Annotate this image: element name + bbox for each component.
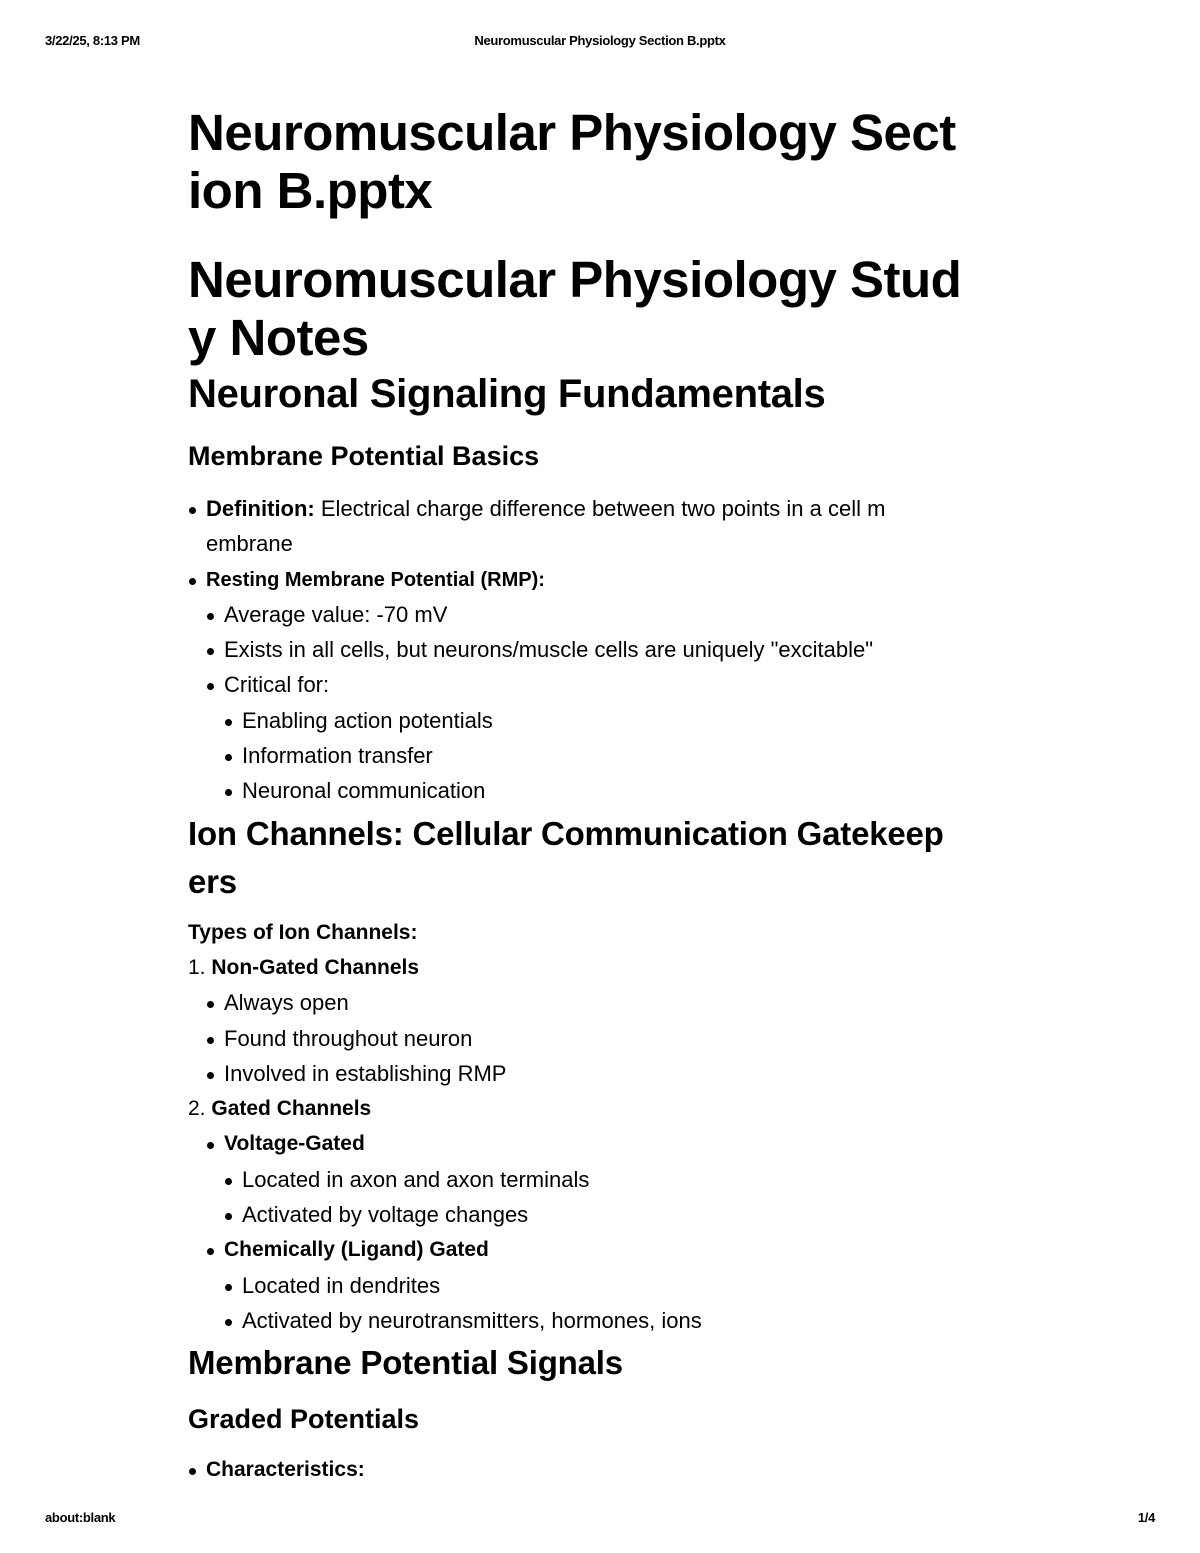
print-header-title: Neuromuscular Physiology Section B.pptx — [474, 33, 726, 48]
definition-text-continued: embrane — [206, 531, 293, 556]
print-header-datetime: 3/22/25, 8:13 PM — [45, 33, 140, 48]
document-title-line2: ion B.pptx — [188, 162, 433, 219]
types-of-ion-channels-label: Types of Ion Channels: — [188, 921, 418, 944]
notes-title-line2: y Notes — [188, 309, 369, 366]
section-heading-membrane-potential-signals: Membrane Potential Signals — [188, 1344, 623, 1381]
list-item-rmp-average: Average value: -70 mV — [224, 600, 447, 630]
document-title-line1: Neuromuscular Physiology Sect — [188, 104, 956, 161]
list-item-chemical-location: Located in dendrites — [242, 1271, 440, 1301]
print-footer-page-number: 1/4 — [1137, 1510, 1155, 1525]
list-item-definition — [206, 494, 885, 524]
list-item-rmp-excitable: Exists in all cells, but neurons/muscle cells are uniquely "excitable" — [224, 635, 873, 665]
list-item-rmp: Resting Membrane Potential (RMP): — [206, 565, 545, 595]
list-item-chemical-activation: Activated by neurotransmitters, hormones, ions — [242, 1306, 702, 1336]
list-item-voltage-activation: Activated by voltage changes — [242, 1200, 528, 1230]
list-item-critical-information-transfer: Information transfer — [242, 741, 433, 771]
list-item-rmp-critical: Critical for: — [224, 670, 329, 700]
list-item-voltage-location: Located in axon and axon terminals — [242, 1165, 589, 1195]
number-2: 2. — [188, 1097, 206, 1120]
definition-text: Electrical charge difference between two points in a cell m — [314, 496, 886, 521]
list-item-characteristics: Characteristics: — [206, 1455, 365, 1485]
notes-title-line1: Neuromuscular Physiology Stud — [188, 251, 962, 308]
section-heading-neuronal-signaling: Neuronal Signaling Fundamentals — [188, 372, 826, 416]
numbered-item-gated — [188, 1094, 371, 1124]
list-item-found-throughout: Found throughout neuron — [224, 1024, 472, 1054]
list-item-voltage-gated: Voltage-Gated — [224, 1129, 365, 1159]
number-1: 1. — [188, 956, 206, 979]
section-heading-ion-channels-line2: ers — [188, 863, 237, 900]
gated-label: Gated Channels — [211, 1097, 372, 1120]
subheading-graded-potentials: Graded Potentials — [188, 1404, 420, 1434]
list-item-always-open: Always open — [224, 988, 349, 1018]
list-item-critical-action-potentials: Enabling action potentials — [242, 706, 493, 736]
numbered-item-non-gated — [188, 953, 419, 983]
definition-label: Definition: — [206, 496, 315, 521]
print-footer-url: about:blank — [45, 1510, 116, 1525]
non-gated-label: Non-Gated Channels — [211, 956, 420, 979]
list-item-establishing-rmp: Involved in establishing RMP — [224, 1059, 506, 1089]
subheading-membrane-potential-basics: Membrane Potential Basics — [188, 441, 540, 471]
list-item-chemically-gated: Chemically (Ligand) Gated — [224, 1235, 489, 1265]
list-item-critical-neuronal-communication: Neuronal communication — [242, 776, 485, 806]
section-heading-ion-channels-line1: Ion Channels: Cellular Communication Gatekeep — [188, 815, 944, 852]
